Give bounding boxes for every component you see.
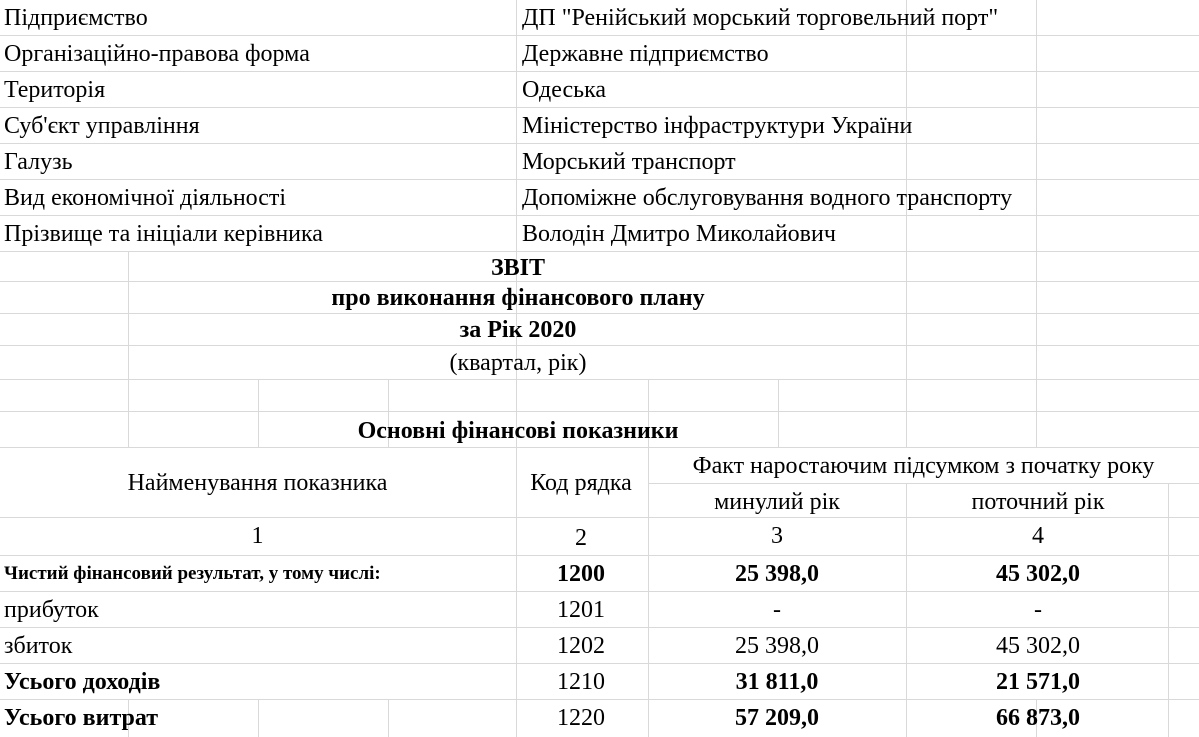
table-row-code[interactable]: 1201 (557, 597, 605, 623)
table-row-name[interactable]: Усього витрат (4, 705, 159, 731)
info-label[interactable]: Суб'єкт управління (4, 113, 200, 139)
info-value[interactable]: Володін Дмитро Миколайович (522, 221, 836, 247)
table-row-curr[interactable]: 45 302,0 (996, 561, 1080, 587)
table-row-curr[interactable]: 21 571,0 (996, 669, 1080, 695)
info-value[interactable]: Морський транспорт (522, 149, 736, 175)
table-row-prev[interactable]: 25 398,0 (735, 633, 819, 659)
header-fact[interactable]: Факт наростаючим підсумком з початку року (692, 453, 1155, 479)
report-title[interactable]: ЗВІТ (490, 255, 546, 281)
table-row-code[interactable]: 1202 (557, 633, 605, 659)
info-value[interactable]: Допоміжне обслуговування водного транспорту (522, 185, 1013, 211)
info-label[interactable]: Вид економічної діяльності (4, 185, 287, 211)
info-label[interactable]: Територія (4, 77, 106, 103)
grid-line (1168, 483, 1169, 737)
table-row-curr[interactable]: 45 302,0 (996, 633, 1080, 659)
grid-line (258, 699, 259, 737)
info-label[interactable]: Прізвище та ініціали керівника (4, 221, 323, 247)
table-row-code[interactable]: 1210 (557, 669, 605, 695)
header-curr-year[interactable]: поточний рік (971, 489, 1105, 515)
column-number[interactable]: 3 (771, 523, 783, 549)
table-row-curr[interactable]: - (1034, 597, 1042, 623)
column-number[interactable]: 4 (1032, 523, 1044, 549)
info-value[interactable]: Міністерство інфраструктури України (522, 113, 913, 139)
section-title[interactable]: Основні фінансові показники (357, 418, 679, 444)
table-row-code[interactable]: 1220 (557, 705, 605, 731)
info-value[interactable]: ДП "Ренійський морський торговельний порт" (522, 5, 999, 31)
table-row-code[interactable]: 1200 (557, 561, 605, 587)
table-row-name[interactable]: Чистий фінансовий результат, у тому числі: (4, 563, 381, 584)
column-number[interactable]: 2 (575, 525, 587, 551)
header-prev-year[interactable]: минулий рік (714, 489, 840, 515)
report-period-hint[interactable]: (квартал, рік) (449, 350, 587, 376)
info-label[interactable]: Галузь (4, 149, 73, 175)
table-row-prev[interactable]: 31 811,0 (735, 669, 819, 695)
grid-line (388, 699, 389, 737)
grid-line (1036, 0, 1037, 447)
grid-line (0, 411, 1199, 412)
header-name[interactable]: Найменування показника (127, 470, 388, 496)
info-label[interactable]: Організаційно-правова форма (4, 41, 310, 67)
column-number[interactable]: 1 (251, 523, 264, 549)
info-label[interactable]: Підприємство (4, 5, 148, 31)
table-row-name[interactable]: прибуток (4, 597, 99, 623)
report-period[interactable]: за Рік 2020 (459, 317, 577, 343)
table-row-curr[interactable]: 66 873,0 (996, 705, 1080, 731)
table-row-prev[interactable]: 57 209,0 (735, 705, 819, 731)
table-row-prev[interactable]: - (773, 597, 781, 623)
grid-line (906, 483, 907, 737)
info-value[interactable]: Одеська (522, 77, 607, 103)
table-row-prev[interactable]: 25 398,0 (735, 561, 819, 587)
table-row-name[interactable]: збиток (4, 633, 73, 659)
report-subtitle[interactable]: про виконання фінансового плану (331, 285, 705, 311)
info-value[interactable]: Державне підприємство (522, 41, 769, 67)
table-row-name[interactable]: Усього доходів (4, 669, 161, 695)
header-code[interactable]: Код рядка (530, 470, 632, 496)
